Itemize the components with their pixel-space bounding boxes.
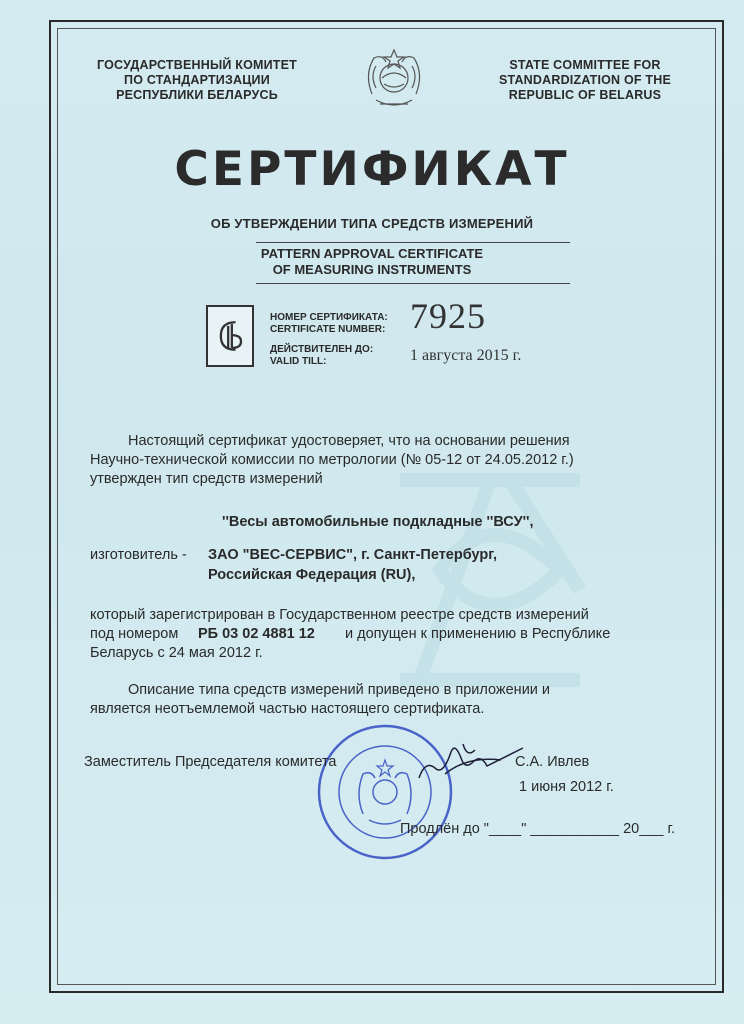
body-text-line: Беларусь с 24 мая 2012 г.: [90, 645, 263, 661]
subtitle-ru: ОБ УТВЕРЖДЕНИИ ТИПА СРЕДСТВ ИЗМЕРЕНИЙ: [210, 216, 534, 231]
manufacturer-name: ЗАО "ВЕС-СЕРВИС", г. Санкт-Петербург,: [208, 547, 498, 563]
manufacturer-label: изготовитель -: [90, 547, 187, 563]
body-text-line: Научно-технической комиссии по метрологии (№ 05-12 от 24.05.2012 г.): [90, 452, 574, 468]
issuer-line: РЕСПУБЛИКИ БЕЛАРУСЬ: [116, 88, 278, 102]
body-text-line: Описание типа средств измерений приведено в приложении и: [128, 682, 551, 698]
issuer-line: REPUBLIC OF BELARUS: [508, 88, 662, 102]
certificate-title: СЕРТИФИКАТ: [174, 142, 570, 197]
certificate-number-label: [270, 312, 388, 336]
divider: [256, 283, 570, 284]
label-en: VALID TILL:: [270, 356, 327, 367]
issuer-line: ПО СТАНДАРТИЗАЦИИ: [124, 73, 270, 87]
valid-till-date: 1 августа 2015 г.: [410, 347, 522, 364]
body-text-line: который зарегистрирован в Государственном реестре средств измерений: [90, 607, 589, 623]
subtitle-en-line: OF MEASURING INSTRUMENTS: [272, 262, 472, 277]
certificate-number: 7925: [410, 296, 486, 336]
body-text-line: под номером: [90, 626, 179, 642]
registry-number: РБ 03 02 4881 12: [198, 626, 315, 642]
signatory-name: С.А. Ивлев: [515, 754, 590, 770]
issuer-line: STANDARDIZATION OF THE: [499, 73, 671, 87]
body-text-line: и допущен к применению в Республике: [345, 626, 611, 642]
label-en: CERTIFICATE NUMBER:: [270, 324, 386, 335]
valid-till-label: [270, 344, 373, 368]
manufacturer-country: Российская Федерация (RU),: [208, 567, 416, 583]
body-text-line: является неотъемлемой частью настоящего сертификата.: [90, 701, 485, 717]
signatory-position: Заместитель Председателя комитета: [84, 754, 337, 770]
signature-icon: [415, 738, 525, 783]
instrument-name: ''Весы автомобильные подкладные ''ВСУ'',: [222, 514, 534, 530]
body-text-line: утвержден тип средств измерений: [90, 471, 323, 487]
divider: [256, 242, 570, 243]
body-text-line: Настоящий сертификат удостоверяет, что на основании решения: [128, 433, 570, 449]
gosstandart-logo-icon: [206, 305, 254, 367]
issuer-name-ru: [82, 58, 312, 103]
subtitle-en: [0, 246, 744, 278]
extension-line: Продлён до "____" ___________ 20___ г.: [400, 821, 676, 837]
signature-date: 1 июня 2012 г.: [519, 779, 614, 795]
subtitle-en-line: PATTERN APPROVAL CERTIFICATE: [260, 246, 484, 261]
issuer-name-en: [470, 58, 700, 103]
issuer-line: ГОСУДАРСТВЕННЫЙ КОМИТЕТ: [96, 58, 298, 72]
belarus-coat-of-arms-icon: [358, 44, 430, 116]
label-ru: НОМЕР СЕРТИФИКАТА:: [270, 312, 388, 323]
label-ru: ДЕЙСТВИТЕЛЕН ДО:: [270, 344, 374, 355]
issuer-line: STATE COMMITTEE FOR: [509, 58, 661, 72]
